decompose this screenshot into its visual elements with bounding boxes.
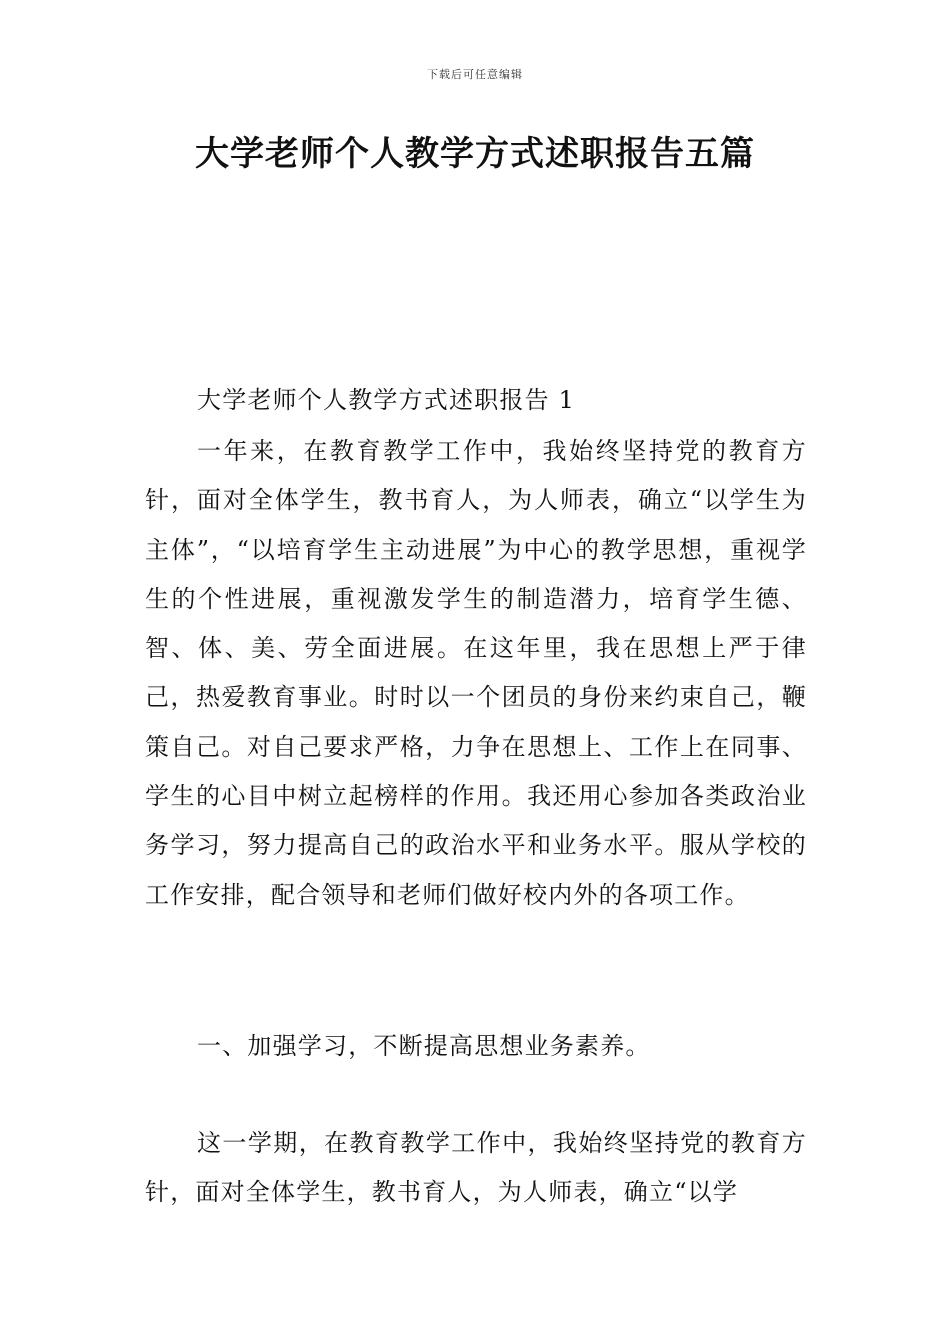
body-paragraph-1: 一年来，在教育教学工作中，我始终坚持党的教育方针，面对全体学生，教书育人，为人师表，确立“以学生为主体”，“以培育学生主动进展”为中心的教学思想，重视学生的个性进展，重视激发学生的制造潜力，培育学生德、智、体、美、劳全面进展。在这年里，我在思想上严于律己，热爱教育事业。时时以一个团员的身份来约束自己，鞭策自己。对自己要求严格，力争在思想上、工作上在同事、学生的心目中树立起榜样的作用。我还用心参加各类政治业务学习，努力提高自己的政治水平和业务水平。服从学校的工作安排，配合领导和老师们做好校内外的各项工作。 <box>145 437 807 909</box>
report-subheading: 大学老师个人教学方式述职报告 1 <box>197 386 576 414</box>
body-paragraph-2: 这一学期，在教育教学工作中，我始终坚持党的教育方针，面对全体学生，教书育人，为人师表，确立“以学 <box>145 1129 807 1207</box>
document-title: 大学老师个人教学方式述职报告五篇 <box>195 134 755 174</box>
section-heading-1: 一、加强学习，不断提高思想业务素养。 <box>197 1032 651 1060</box>
download-note: 下载后可任意编辑 <box>427 68 523 81</box>
